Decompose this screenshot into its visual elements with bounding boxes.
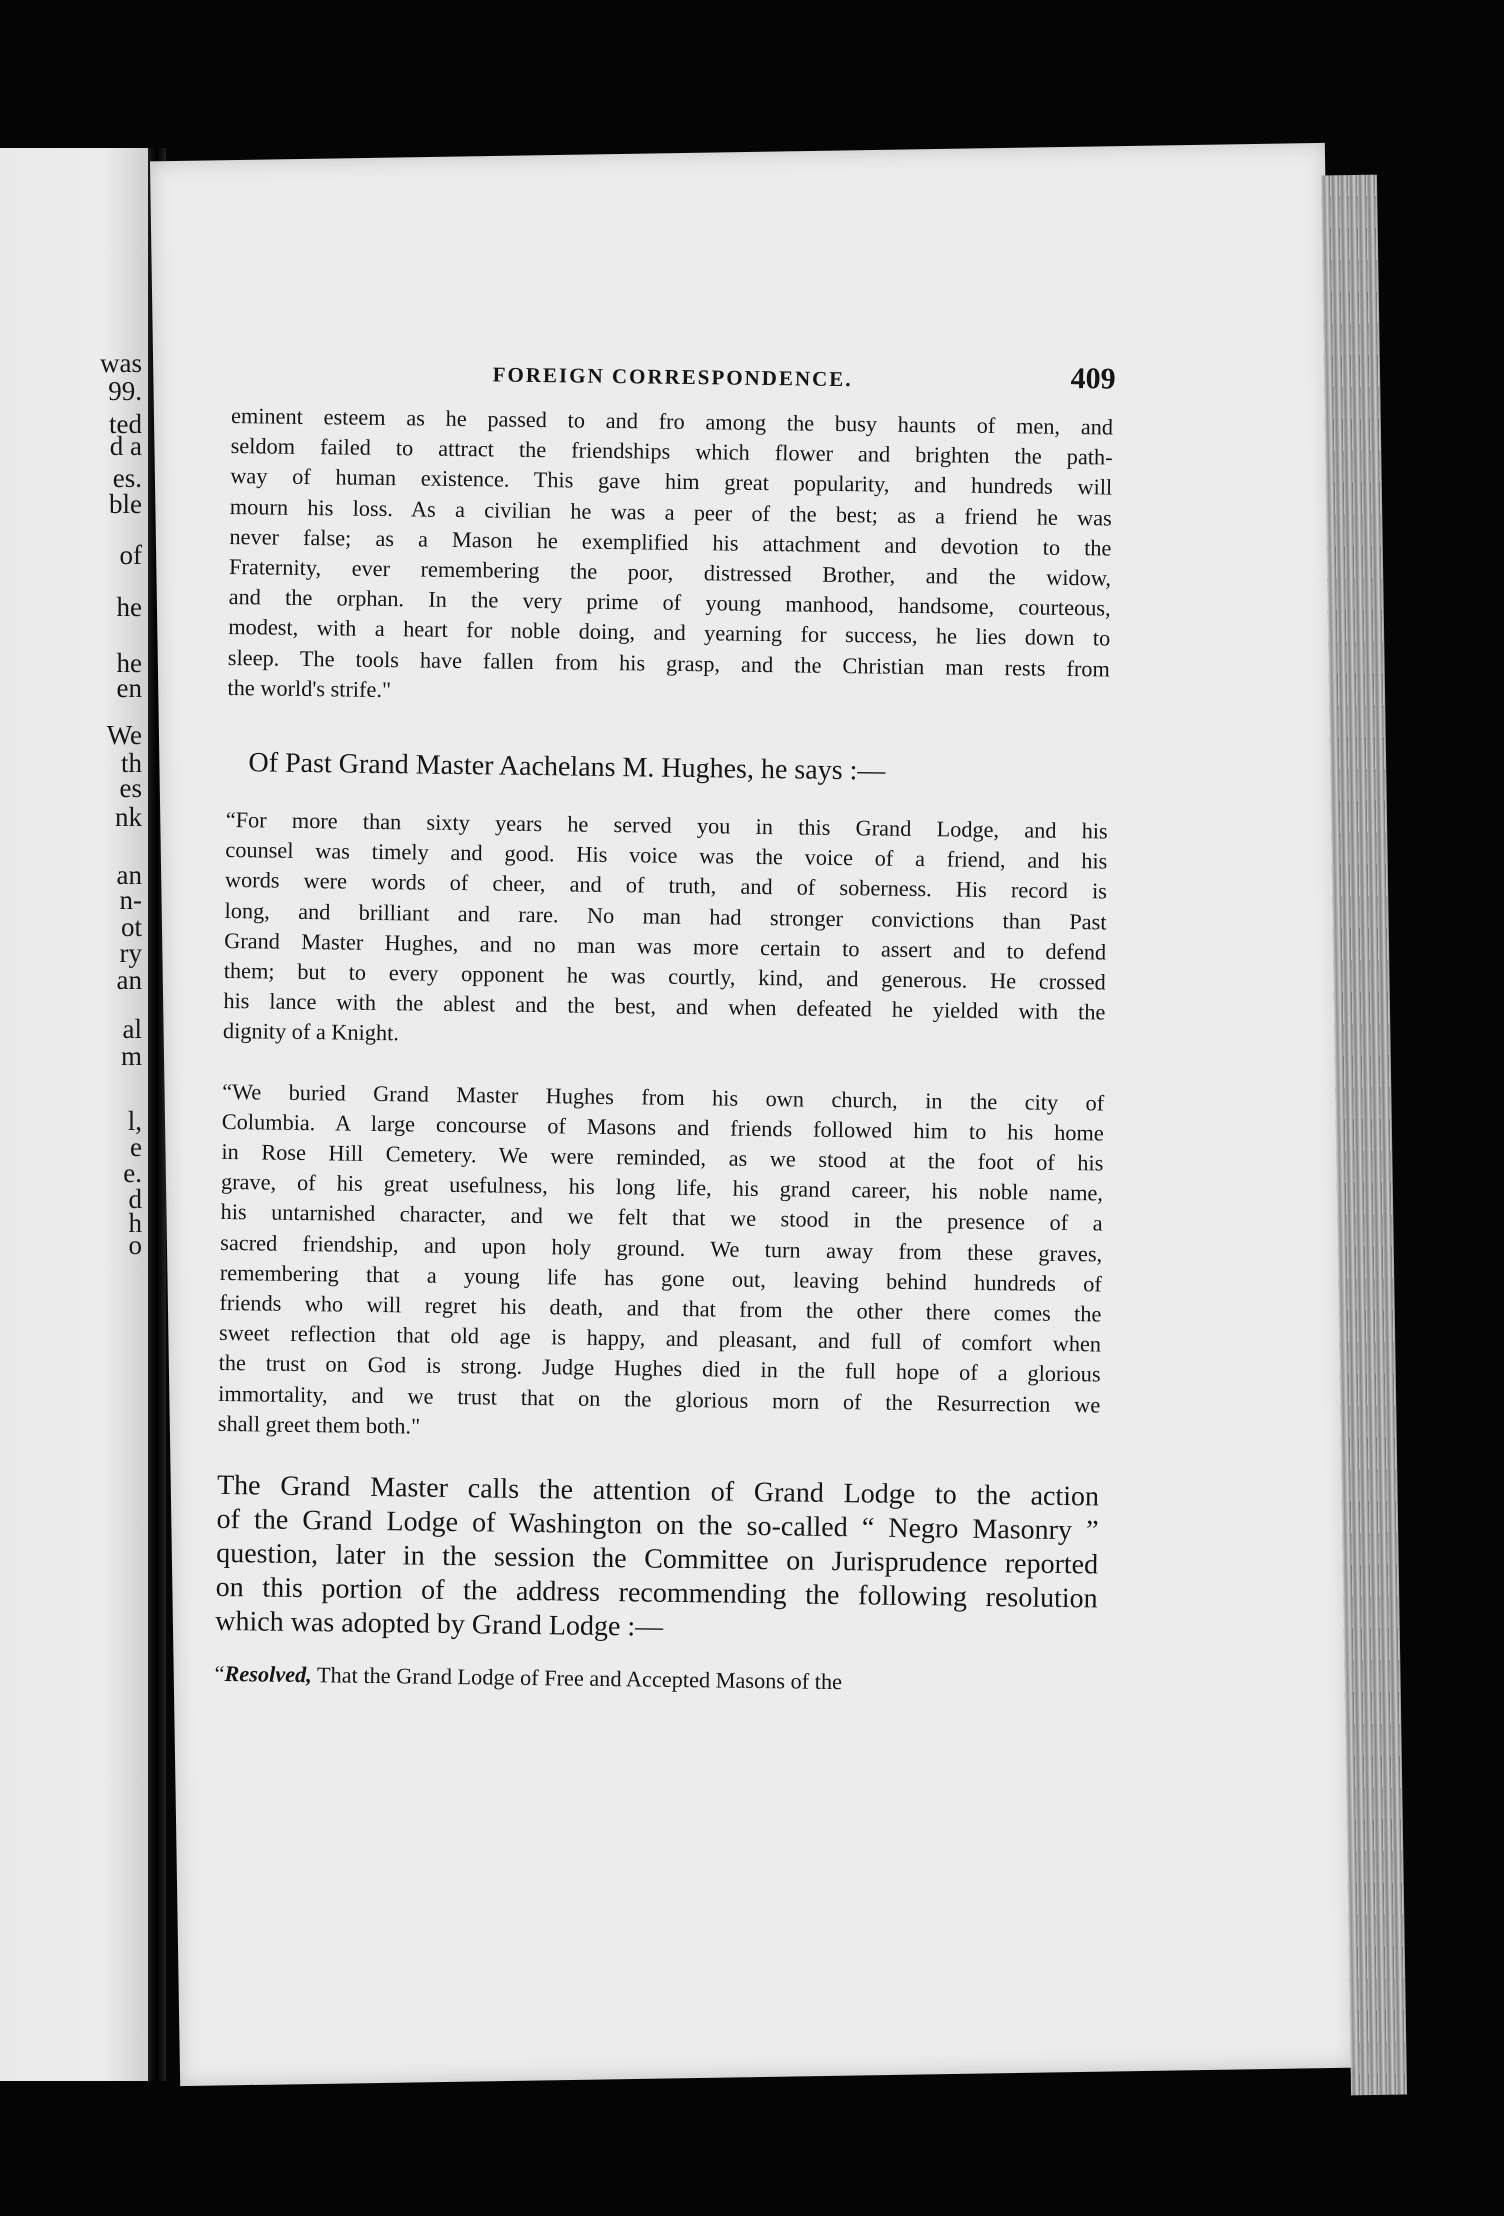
previous-page-fragment: th: [120, 748, 142, 778]
quote-paragraph-3: [218, 1077, 1105, 1451]
text-line: words were words of cheer, and of truth, and of soberness. His record is: [224, 867, 1108, 904]
previous-page-fragment: e.: [123, 1158, 142, 1188]
text-line: mourn his loss. As a civilian he was a peer of the best; as a friend he was: [229, 493, 1112, 531]
previous-page-fragment: We: [106, 720, 142, 750]
previous-page-fragment: nk: [115, 802, 142, 832]
text-line: modest, with a heart for noble doing, and yearning for success, he lies down to: [228, 614, 1111, 651]
page-text: [214, 345, 1116, 1699]
text-line: his lance with the ablest and the best, and when defeated he yielded with the: [223, 988, 1106, 1025]
previous-page-fragment: 99.: [108, 376, 142, 406]
previous-page-fragment: d: [128, 1184, 142, 1214]
previous-page-fragment: al: [122, 1014, 142, 1044]
text-line: on this portion of the address recommending the following resolution: [215, 1571, 1098, 1615]
previous-page-fragment: e: [130, 1132, 142, 1162]
text-line: in Rose Hill Cemetery. We were reminded, as we stood at the foot of his: [221, 1138, 1104, 1176]
previous-page-fragment: o: [128, 1230, 142, 1260]
previous-page-fragment: an: [116, 965, 142, 995]
resolution-keyword: Resolved,: [224, 1661, 312, 1688]
previous-page-fragment: he: [116, 648, 142, 678]
previous-page-fragment: he: [116, 592, 142, 622]
text-line: them; but to every opponent he was courtly, kind, and generous. He crossed: [223, 957, 1106, 995]
previous-page-fragment: was: [100, 348, 142, 378]
text-line: his untarnished character, and we felt that we stood in the presence of a: [220, 1199, 1103, 1236]
text-line: shall greet them both.": [217, 1410, 421, 1439]
text-line: Fraternity, ever remembering the poor, distressed Brother, and the widow,: [228, 553, 1112, 591]
previous-page-fragment: l,: [127, 1106, 142, 1136]
previous-page-fragment: es: [119, 773, 142, 803]
text-line: and the orphan. In the very prime of young manhood, handsome, courteous,: [228, 584, 1111, 621]
previous-page-strip: [0, 148, 148, 2081]
previous-page-fragment: m: [120, 1041, 142, 1071]
previous-page-fragment: an: [116, 860, 142, 890]
previous-page-fragment: of: [119, 540, 142, 570]
previous-page-fragment: n-: [119, 885, 142, 915]
previous-page-fragment: ry: [119, 938, 142, 968]
text-line: the trust on God is strong. Judge Hughes died in the full hope of a glorious: [218, 1350, 1101, 1387]
text-line: of the Grand Lodge of Washington on the so-called “ Negro Masonry ”: [216, 1503, 1099, 1547]
page-header: [231, 345, 1114, 413]
text-line: The Grand Master calls the attention of Grand Lodge to the action: [216, 1469, 1100, 1513]
text-line: “For more than sixty years he served you in this Grand Lodge, and his: [225, 806, 1108, 844]
previous-page-fragment: en: [116, 673, 142, 703]
text-line: immortality, and we trust that on the glorious morn of the Resurrection we: [218, 1380, 1101, 1418]
previous-page-fragment: es.: [112, 463, 142, 493]
text-line: counsel was timely and good. His voice was the voice of a friend, and his: [225, 837, 1108, 874]
text-line: never false; as a Mason he exemplified his attachment and devotion to the: [229, 523, 1112, 561]
text-line: question, later in the session the Committee on Jurisprudence reported: [215, 1537, 1099, 1581]
quote-paragraph-1: [227, 401, 1113, 715]
text-line: remembering that a young life has gone out, leaving behind hundreds of: [219, 1259, 1102, 1297]
text-line: friends who will regret his death, and that from the other there comes the: [219, 1289, 1102, 1327]
text-line: Grand Master Hughes, and no man was more certain to assert and to defend: [224, 927, 1107, 965]
text-line: sacred friendship, and upon holy ground. We turn away from these graves,: [220, 1229, 1103, 1267]
quote-paragraph-2: [223, 805, 1108, 1058]
text-line: the world's strife.": [227, 674, 392, 702]
text-line: dignity of a Knight.: [222, 1018, 400, 1046]
text-line: which was adopted by Grand Lodge :—: [215, 1605, 664, 1643]
text-line: sleep. The tools have fallen from his grasp, and the Christian man rests from: [227, 644, 1111, 682]
previous-page-fragment: ot: [120, 912, 142, 942]
previous-page-fragment: ted: [109, 409, 142, 439]
text-line: grave, of his great usefulness, his long life, his grand career, his noble name,: [220, 1169, 1104, 1206]
text-line: Columbia. A large concourse of Masons and friends followed him to his home: [221, 1108, 1104, 1146]
text-line: seldom failed to attract the friendships which flower and brighten the path-: [230, 433, 1113, 470]
page-number: 409: [1070, 361, 1116, 396]
text-line: “We buried Grand Master Hughes from his own church, in the city of: [222, 1078, 1105, 1116]
body-paragraph: [215, 1469, 1099, 1651]
text-line: eminent esteem as he passed to and fro among the busy haunts of men, and: [230, 402, 1114, 440]
text-line: way of human existence. This gave him great popularity, and hundreds will: [230, 463, 1113, 500]
previous-page-fragment: h: [128, 1208, 142, 1238]
running-head: FOREIGN CORRESPONDENCE.: [492, 362, 853, 392]
previous-page-fragment: d a: [109, 431, 142, 461]
resolution-open-quote: “: [214, 1660, 225, 1687]
text-line: long, and brilliant and rare. No man had stronger convictions than Past: [224, 897, 1107, 935]
text-line: sweet reflection that old age is happy, and pleasant, and full of comfort when: [218, 1320, 1102, 1357]
previous-page-fragment: ble: [109, 489, 142, 519]
intro-line: Of Past Grand Master Aachelans M. Hughes, he says :—: [248, 747, 886, 787]
resolution-text: That the Grand Lodge of Free and Accepted Masons of the: [311, 1662, 843, 1695]
